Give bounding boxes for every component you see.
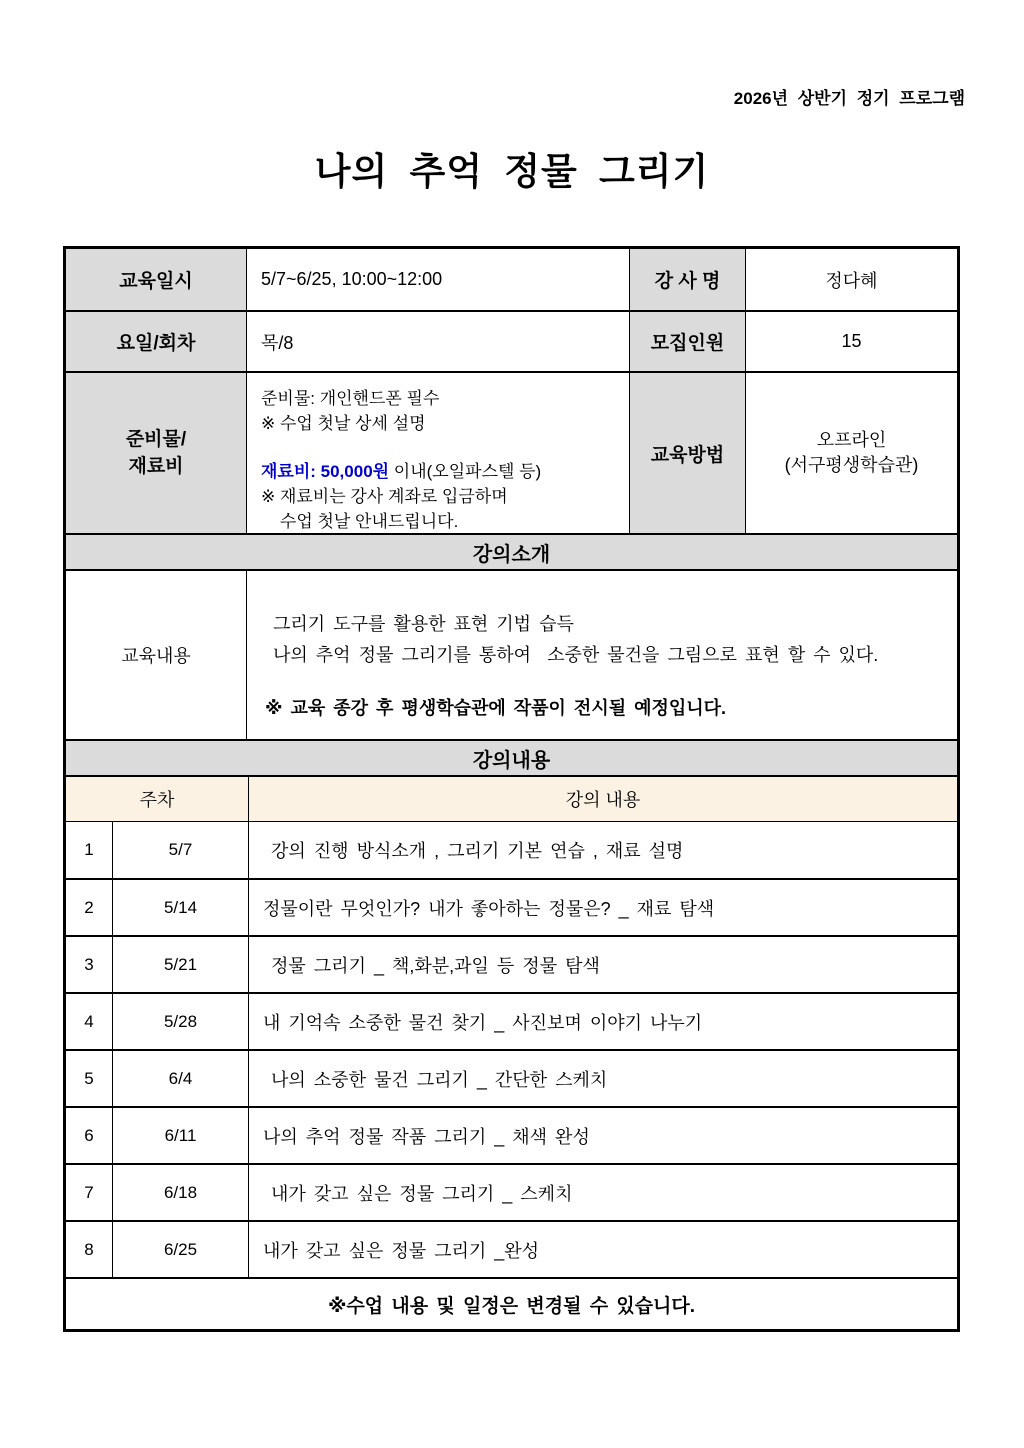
week-number: 4 — [84, 1011, 94, 1031]
intro-content — [246, 571, 957, 739]
method-label: 교육방법 — [629, 373, 745, 533]
materials-label-line1: 준비물/ — [125, 429, 187, 450]
syllabus-section-header: 강의내용 — [66, 739, 957, 775]
capacity-value: 15 — [745, 312, 957, 371]
week-number: 3 — [84, 954, 94, 974]
intro-line1: 그리기 도구를 활용한 표현 기법 습득 — [265, 614, 574, 634]
week-content: 나의 소중한 물건 그리기 _ 간단한 스케치 — [248, 1051, 957, 1106]
method-value-line1: 오프라인 — [816, 430, 887, 450]
program-info-table — [63, 246, 960, 1332]
week-content: 내 기억속 소중한 물건 찾기 _ 사진보며 이야기 나누기 — [248, 994, 957, 1049]
program-label: 2026년 상반기 정기 프로그램 — [733, 89, 965, 108]
table-row — [66, 310, 957, 371]
intro-label: 교육내용 — [66, 571, 246, 739]
syllabus-row — [66, 935, 957, 992]
syllabus-row — [66, 1049, 957, 1106]
method-value — [745, 373, 957, 533]
week-content: 내가 갖고 싶은 정물 그리기 _ 스케치 — [248, 1165, 957, 1220]
week-number: 2 — [84, 897, 94, 917]
materials-fee-line — [261, 459, 541, 484]
week-number: 8 — [84, 1239, 94, 1259]
week-date: 5/28 — [112, 994, 248, 1049]
table-row — [66, 249, 957, 310]
week-date: 5/7 — [112, 822, 248, 878]
week-number: 7 — [84, 1182, 94, 1202]
intro-section-header: 강의소개 — [66, 533, 957, 569]
week-number: 6 — [84, 1125, 94, 1145]
schedule-label: 교육일시 — [66, 249, 246, 310]
week-content: 나의 추억 정물 작품 그리기 _ 채색 완성 — [248, 1108, 957, 1163]
table-row — [66, 371, 957, 533]
syllabus-row — [66, 878, 957, 935]
table-row — [66, 569, 957, 739]
week-date: 6/18 — [112, 1165, 248, 1220]
materials-label-line2: 재료비 — [128, 456, 184, 477]
week-content: 내가 갖고 싶은 정물 그리기 _완성 — [248, 1222, 957, 1277]
week-date: 6/4 — [112, 1051, 248, 1106]
syllabus-row — [66, 1163, 957, 1220]
fee-rest: 이내(오일파스텔 등) — [389, 462, 542, 481]
week-content: 강의 진행 방식소개 , 그리기 기본 연습 , 재료 설명 — [248, 822, 957, 878]
column-header-content: 강의 내용 — [248, 777, 957, 821]
day-count-value: 목/8 — [246, 312, 629, 371]
materials-detail-line1: 준비물: 개인핸드폰 필수 — [261, 389, 440, 408]
week-date: 6/11 — [112, 1108, 248, 1163]
instructor-label: 강 사 명 — [629, 249, 745, 310]
week-number: 5 — [84, 1068, 94, 1088]
week-content: 정물 그리기 _ 책,화분,과일 등 정물 탐색 — [248, 937, 957, 992]
week-date: 6/25 — [112, 1222, 248, 1277]
syllabus-row — [66, 821, 957, 878]
column-header-week: 주차 — [139, 790, 175, 810]
week-number: 1 — [84, 840, 94, 859]
week-content: 정물이란 무엇인가? 내가 좋아하는 정물은? _ 재료 탐색 — [248, 880, 957, 935]
fee-highlight: 재료비: 50,000원 — [261, 462, 390, 481]
intro-line2: 나의 추억 정물 그리기를 통하여 소중한 물건을 그림으로 표현 할 수 있다. — [265, 645, 879, 665]
materials-detail-line4: 수업 첫날 안내드립니다. — [261, 512, 459, 531]
method-value-line2: (서구평생학습관) — [784, 455, 919, 475]
intro-note: ※ 교육 종강 후 평생학습관에 작품이 전시될 예정입니다. — [265, 698, 727, 718]
syllabus-row — [66, 1106, 957, 1163]
day-count-label: 요일/회차 — [66, 312, 246, 371]
instructor-value: 정다혜 — [745, 249, 957, 310]
capacity-label: 모집인원 — [629, 312, 745, 371]
syllabus-column-header-row — [66, 775, 957, 821]
schedule-value: 5/7~6/25, 10:00~12:00 — [246, 249, 629, 310]
page-title: 나의 추억 정물 그리기 — [314, 151, 710, 192]
week-date: 5/21 — [112, 937, 248, 992]
materials-label — [66, 373, 246, 533]
syllabus-row — [66, 992, 957, 1049]
materials-detail-line3: ※ 재료비는 강사 계좌로 입금하며 — [261, 487, 508, 506]
syllabus-row — [66, 1220, 957, 1277]
week-date: 5/14 — [112, 880, 248, 935]
materials-detail — [246, 373, 629, 533]
change-notice: ※수업 내용 및 일정은 변경될 수 있습니다. — [66, 1277, 957, 1329]
materials-detail-line2: ※ 수업 첫날 상세 설명 — [261, 414, 426, 433]
